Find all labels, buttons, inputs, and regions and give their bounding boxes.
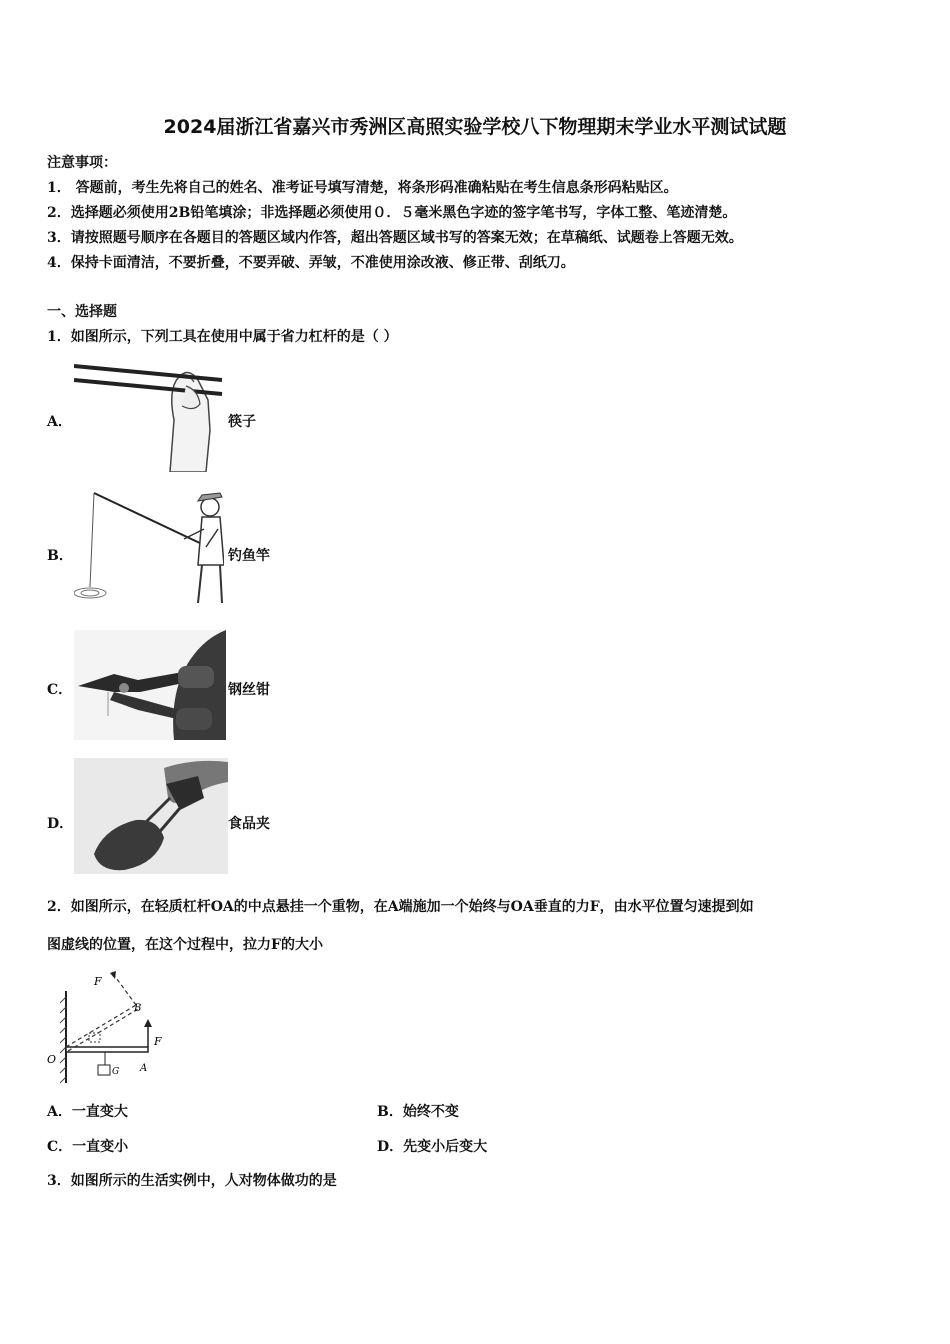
q1-option-a-label: 筷子 bbox=[228, 414, 256, 430]
q1-option-c-letter: C． bbox=[47, 682, 73, 698]
q1-option-b-letter: B． bbox=[47, 548, 73, 564]
notice-heading: 注意事项： bbox=[47, 155, 117, 171]
diagram-label-f1: F bbox=[94, 975, 102, 988]
fishing-rod-image bbox=[74, 489, 224, 605]
q1-option-d-letter: D． bbox=[47, 816, 74, 832]
q2-option-d: D．先变小后变大 bbox=[377, 1139, 488, 1155]
question-2-stem-line2: 图虚线的位置，在这个过程中，拉力F的大小 bbox=[47, 937, 323, 953]
diagram-label-a: A bbox=[140, 1063, 148, 1074]
q1-option-a-letter: A． bbox=[47, 414, 72, 430]
question-3-stem: 3．如图所示的生活实例中，人对物体做功的是 bbox=[47, 1173, 337, 1189]
diagram-label-b: B bbox=[134, 1003, 142, 1014]
q1-option-c-label: 钢丝钳 bbox=[228, 682, 270, 698]
diagram-label-f2: F bbox=[154, 1035, 162, 1048]
question-1-stem: 1．如图所示，下列工具在使用中属于省力杠杆的是（ ） bbox=[47, 329, 398, 345]
food-tongs-image bbox=[74, 758, 228, 874]
q1-option-d-label: 食品夹 bbox=[228, 816, 270, 832]
q1-option-b-label: 钓鱼竿 bbox=[228, 548, 270, 564]
diagram-label-g: G bbox=[112, 1067, 120, 1077]
chopsticks-image bbox=[74, 360, 224, 472]
q2-option-a: A．一直变大 bbox=[47, 1104, 128, 1120]
section-heading: 一、选择题 bbox=[47, 304, 117, 320]
q2-option-c: C．一直变小 bbox=[47, 1139, 129, 1155]
page-title: 2024届浙江省嘉兴市秀洲区高照实验学校八下物理期末学业水平测试试题 bbox=[163, 116, 787, 138]
lever-diagram bbox=[44, 965, 174, 1087]
pliers-image bbox=[74, 630, 226, 740]
q2-option-b: B．始终不变 bbox=[377, 1104, 459, 1120]
notice-item: 3．请按照题号顺序在各题目的答题区域内作答，超出答题区域书写的答案无效；在草稿纸、试题卷上答题无效。 bbox=[47, 230, 743, 246]
question-2-stem-line1: 2．如图所示，在轻质杠杆OA的中点悬挂一个重物，在A端施加一个始终与OA垂直的力F，由水平位置匀速提到如 bbox=[47, 899, 754, 915]
notice-item: 4．保持卡面清洁，不要折叠，不要弄破、弄皱，不准使用涂改液、修正带、刮纸刀。 bbox=[47, 255, 575, 271]
notice-item: 1． 答题前，考生先将自己的姓名、准考证号填写清楚，将条形码准确粘贴在考生信息条形码粘贴区。 bbox=[47, 180, 678, 196]
diagram-label-o: O bbox=[47, 1053, 57, 1066]
notice-item: 2．选择题必须使用2B铅笔填涂；非选择题必须使用０．５毫米黑色字迹的签字笔书写，字体工整、笔迹清楚。 bbox=[47, 205, 737, 221]
